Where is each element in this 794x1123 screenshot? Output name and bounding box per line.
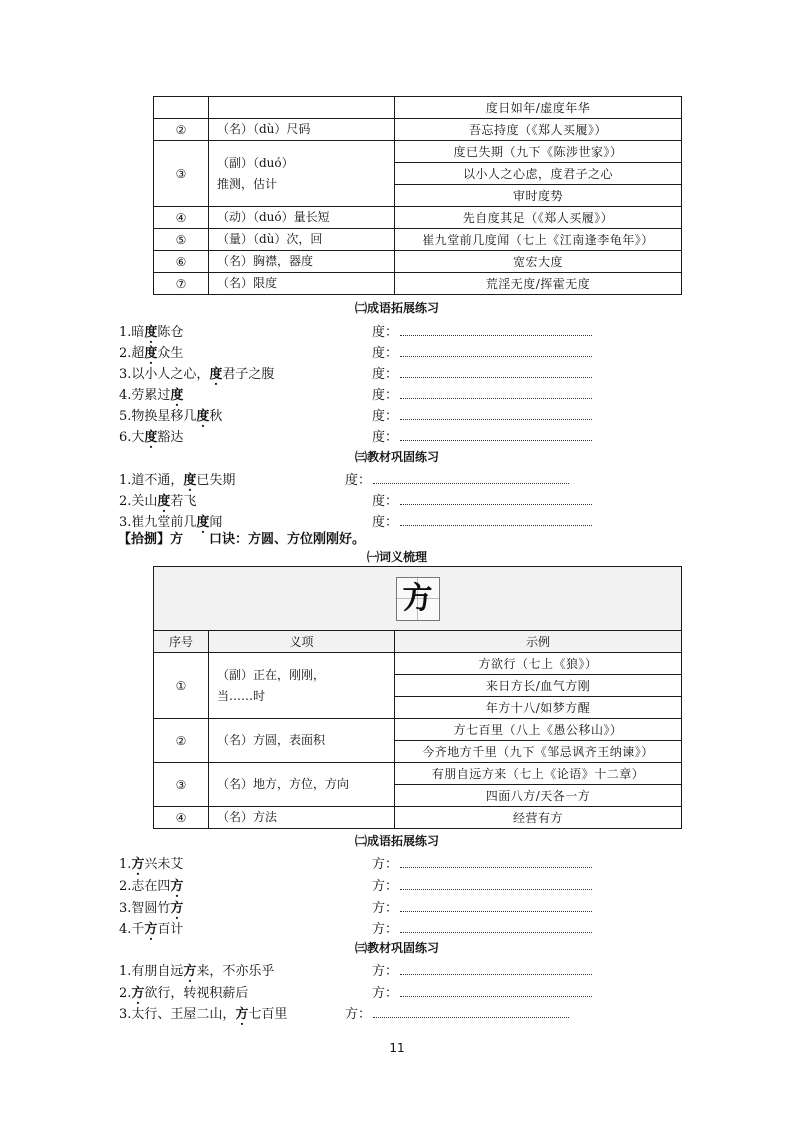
du-idiom-3-answer[interactable]: 度： <box>372 363 592 382</box>
du-idiom-1: 1.暗度陈仓 <box>119 325 184 340</box>
meaning-cell: （量）（dù）次，回 <box>209 229 395 251</box>
du-idiom-3: 3.以小人之心，度君子之腹 <box>119 367 275 382</box>
du-text-2: 2.关山度若飞 <box>119 494 197 509</box>
fang-text-3-answer[interactable]: 方： <box>345 1003 569 1022</box>
fang-text-2-answer[interactable]: 方： <box>372 982 592 1001</box>
fang-text-1: 1.有朋自远方来，不亦乐乎 <box>119 964 275 979</box>
row-number: ④ <box>154 207 209 229</box>
meaning-cell: （名）限度 <box>209 273 395 295</box>
row-number: ② <box>154 719 209 763</box>
header-meaning: 义项 <box>209 631 395 653</box>
fang-idiom-2: 2.志在四方 <box>119 879 184 894</box>
table-row <box>154 807 682 829</box>
du-text-1-answer[interactable]: 度： <box>345 469 569 488</box>
character-banner <box>154 567 682 631</box>
example-cell: 审时度势 <box>395 185 682 207</box>
example-cell: 度已失期（九下《陈涉世家》） <box>395 141 682 163</box>
example-cell: 度日如年/虚度年华 <box>395 97 682 119</box>
table-row <box>154 119 682 141</box>
du-idiom-4: 4.劳累过度 <box>119 388 184 403</box>
du-idiom-2-answer[interactable]: 度： <box>372 342 592 361</box>
meaning-cell: （副）正在，刚刚，当……时 <box>209 653 395 719</box>
table-header-row <box>154 631 682 653</box>
header-example: 示例 <box>395 631 682 653</box>
meaning-cell <box>209 97 395 119</box>
example-cell: 以小人之心虑，度君子之心 <box>395 163 682 185</box>
example-cell: 崔九堂前几度闻（七上《江南逢李龟年》） <box>395 229 682 251</box>
du-meaning-table <box>153 96 682 295</box>
row-number: ② <box>154 119 209 141</box>
du-idiom-section-title: ㈡成语拓展练习 <box>354 301 439 315</box>
du-text-3: 3.崔九堂前几度闻 <box>119 515 223 530</box>
fang-idiom-1-answer[interactable]: 方： <box>372 853 592 872</box>
example-cell: 来日方长/血气方刚 <box>395 675 682 697</box>
du-idiom-1-answer[interactable]: 度： <box>372 321 592 340</box>
header-number: 序号 <box>154 631 209 653</box>
fang-idiom-3: 3.智圆竹方 <box>119 901 184 916</box>
table-row <box>154 653 682 675</box>
du-textbook-section-title: ㈢教材巩固练习 <box>354 450 439 464</box>
table-row <box>154 763 682 785</box>
du-idiom-4-answer[interactable]: 度： <box>372 384 592 403</box>
du-idiom-5: 5.物换星移几度秋 <box>119 409 223 424</box>
row-number: ⑦ <box>154 273 209 295</box>
du-text-2-answer[interactable]: 度： <box>372 490 592 509</box>
table-row <box>154 229 682 251</box>
meaning-cell: （动）（duó）量长短 <box>209 207 395 229</box>
example-cell: 吾忘持度（《郑人买履》） <box>395 119 682 141</box>
example-cell: 经营有方 <box>395 807 682 829</box>
row-number: ⑤ <box>154 229 209 251</box>
du-text-3-answer[interactable]: 度： <box>372 511 592 530</box>
row-number: ⑥ <box>154 251 209 273</box>
row-number: ③ <box>154 763 209 807</box>
fang-idiom-section-title: ㈡成语拓展练习 <box>354 834 439 848</box>
row-number: ① <box>154 653 209 719</box>
example-cell: 荒淫无度/挥霍无度 <box>395 273 682 295</box>
fang-text-1-answer[interactable]: 方： <box>372 960 592 979</box>
fang-textbook-section-title: ㈢教材巩固练习 <box>354 941 439 955</box>
example-cell: 有朋自远方来（七上《论语》十二章） <box>395 763 682 785</box>
row-number: ④ <box>154 807 209 829</box>
du-text-1: 1.道不通，度已失期 <box>119 473 236 488</box>
fang-text-3: 3.太行、王屋二山，方七百里 <box>119 1007 288 1022</box>
table-row <box>154 141 682 163</box>
table-row <box>154 207 682 229</box>
fang-meaning-table <box>153 566 682 829</box>
row-number: ③ <box>154 141 209 207</box>
example-cell: 年方十八/如梦方醒 <box>395 697 682 719</box>
meaning-cell: （副）（duó）推测，估计 <box>209 141 395 207</box>
meaning-cell: （名）地方，方位，方向 <box>209 763 395 807</box>
example-cell: 四面八方/天各一方 <box>395 785 682 807</box>
example-cell: 方欲行（七上《狼》） <box>395 653 682 675</box>
table-row <box>154 97 682 119</box>
example-cell: 先自度其足（《郑人买履》） <box>395 207 682 229</box>
example-cell: 方七百里（八上《愚公移山》） <box>395 719 682 741</box>
example-cell: 宽宏大度 <box>395 251 682 273</box>
du-idiom-6: 6.大度豁达 <box>119 430 184 445</box>
du-idiom-2: 2.超度众生 <box>119 346 184 361</box>
character-box: 方 <box>396 577 440 621</box>
du-idiom-6-answer[interactable]: 度： <box>372 426 592 445</box>
fang-heading: 【拾捌】方 口诀：方圆、方位刚刚好。 <box>118 532 366 547</box>
fang-idiom-4: 4.千方百计 <box>119 922 184 937</box>
row-number <box>154 97 209 119</box>
fang-text-2: 2.方欲行，转视积薪后 <box>119 986 249 1001</box>
page-number: 11 <box>389 1041 405 1055</box>
meaning-cell: （名）方圆，表面积 <box>209 719 395 763</box>
fang-idiom-4-answer[interactable]: 方： <box>372 918 592 937</box>
du-idiom-5-answer[interactable]: 度： <box>372 405 592 424</box>
meaning-cell: （名）胸襟，器度 <box>209 251 395 273</box>
fang-meaning-section-title: ㈠词义梳理 <box>366 550 427 564</box>
table-row <box>154 273 682 295</box>
fang-idiom-1: 1.方兴未艾 <box>119 857 184 872</box>
table-row <box>154 719 682 741</box>
fang-idiom-3-answer[interactable]: 方： <box>372 897 592 916</box>
meaning-cell: （名）（dù）尺码 <box>209 119 395 141</box>
meaning-cell: （名）方法 <box>209 807 395 829</box>
table-row <box>154 251 682 273</box>
example-cell: 今齐地方千里（九下《邹忌讽齐王纳谏》） <box>395 741 682 763</box>
fang-idiom-2-answer[interactable]: 方： <box>372 875 592 894</box>
